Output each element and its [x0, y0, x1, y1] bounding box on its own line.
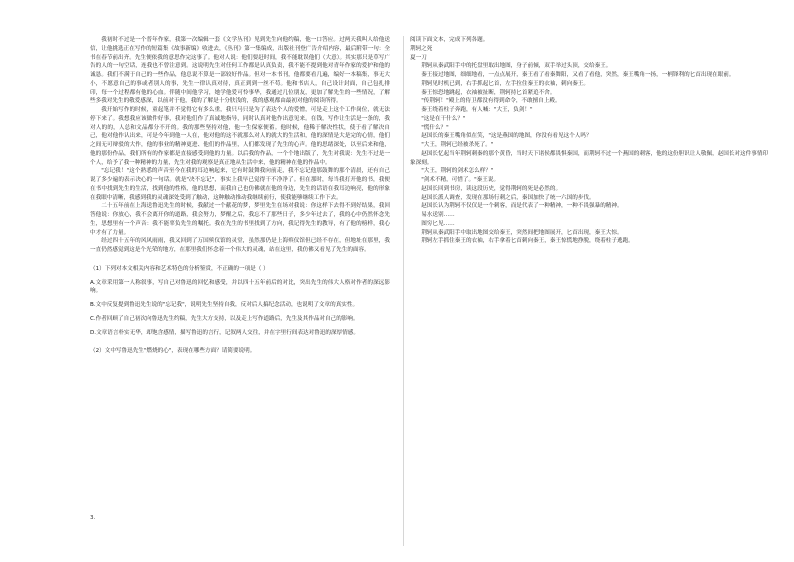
story-paragraph: 荆轲见时机已到，右手抓起匕首，左手拉住秦王的衣袖，刺向秦王。 [421, 80, 590, 87]
passage-paragraph: 我初时不过是一个普年作家，我第一次编辑一套《文学丛刊》见到先生向他约稿，他一口答应。过两天我叫人给他送信，让他挑选正在写作的短篇集《故事新编》收进去，《丛刊》第一集编成，出版社刊登广告介绍内容，最后附带一句：全书在春节前出齐。先生便依我的意思作完这事了。他对人说：他们要赶时间，我不能耽误他们（大意）。其实那只是草写广告的人的一句空话，连我也不曾注意到。这说明先生对任何工作都是认真负责，我不能不提到他对青年作家的爱护和他的诚恳。我们不满于自己的一些作品，他总说不算是一部较好作品。但对一本书刊，他都要看几遍，编好一本稿集，事无大小，不愿意自己的事或者别人的事，先生一律认真对待，真正到到一丝不苟。他和书店人，自己设计封面，自己包扎排印，每一个过程都有他的心血。伴随中间他学习，她学他爱可怜事华，我通过几位朋友，更加了解先生的一些情况，了解些多我对先生的敬爱感深，以前对于他，我的了解是十分肤浅的，我的感观都由最初对他的阅读所得。 [90, 37, 390, 105]
story-paragraph: 赵国长认为荆轲不仅仅是一个刺客，而是代表了一种精神，一种不畏强暴的精神。 [421, 203, 623, 210]
left-passage [90, 36, 390, 255]
story-paragraph: "大王，荆轲已经被杀死了。" [421, 142, 494, 148]
story-paragraph: 秦王惊恐地跳起，衣袖被扯断，荆轲持匕首紧追不舍。 [421, 89, 556, 96]
passage-paragraph: 经过四十五年的风风雨雨，我又回到了万国殡仪馆的灵堂，虽然那仍是上海殡仪馆但已经不存在，但地址在那里，我一直仍然感觉到这是个光荣的地方，在那里我们怀念着一个伟大的灵魂，站在这里，我仿佛又看见了先生的面容。 [90, 238, 390, 253]
story-paragraph: 易水送别…… [421, 212, 455, 218]
passage-paragraph: 二十五年前在上海送鲁迅先生的时候，我献过一个献花的梦，梦里先生在场对我说：你这样下去得不到好结果，我回答他说：你放心，我不会离开你的道路，我会努力，梦醒之后，我忘不了那些日子，多少年过去了，我的心中仍然怀念先生，思想里有一个声音：我不能辜负先生的嘱托。我在先生的书里找到了方向，我记得先生的教导，有了他的榜样，我心中才有了力量。 [90, 203, 390, 236]
story-paragraph: "大王，荆轲的剑术怎么样？" [421, 168, 494, 175]
question-stem: （1）下列对本文相关内容和艺术特色的分析鉴赏，不正确的一项是（ ） [90, 265, 269, 272]
question-option: C.作者回顾了自己初次向鲁迅先生约稿，先生大方支持，以及走上写作道路后，先生及其作品对自己的影响。 [90, 315, 359, 322]
question-stem: （2）文中写鲁迅先生"燃烧的心"，表现在哪些方面？请简要说明。 [90, 348, 256, 355]
question-2 [90, 347, 390, 356]
story-paragraph: 秦王接过地图，细细地看，一点点展开，秦王看了看秦舞阳，又看了看他，突然，秦王嘴角一扬，一柄锋利的匕首出现在眼前。 [421, 72, 735, 78]
question-1 [90, 265, 390, 338]
story-paragraph: "剑术不精，可惜了。"秦王说。 [421, 177, 500, 183]
right-column [410, 36, 768, 246]
page-number: 3. [90, 515, 96, 521]
question-option: B.文中反复提到鲁迅先生说的"忘记我"，说明先生坚持自我，反对后人搞纪念活动，也说明了文章的真实性。 [90, 302, 359, 308]
passage-paragraph: "忘记我！"这个熟悉的声音至今在我的耳边响起来，它有时鼓舞我向前走，我不忘记他那鼓舞的那个清晨，还有自己说了多少遍的表示决心的一句话。就是"决不忘记"，事实上我早已觉得干不净净了。但在那时，每当我打开他的书，我便在书中找到先生的生活，找到他的性格，他的思想，而我自己也仿佛就在他的身边，先生的话语在我耳边响亮，他的形象在我眼中清晰，我感到我的灵魂深处受到了触动，这种触动推动我继续前行，使我能够继续工作下去。 [90, 168, 390, 201]
question-option: D.文章语言朴实无华，却饱含感情，描写鲁迅的言行，记叙两人交往，并在字里行间表达对鲁迅的深厚情感。 [90, 329, 359, 336]
question-option: A.文章采用第一人称叙事，写自己对鲁迅的回忆和感受，并以四十五年前后的对比，突出先生的伟大人格对作者的深远影响。 [90, 279, 390, 295]
story-author: 夏一刀 [410, 54, 427, 61]
column-divider [403, 36, 404, 546]
passage-paragraph: 我开始写作的时候，童起笔并不觉得它有多么重，我只马只是为了表达个人的爱憎，可是走上这个工作岗位，就无法停下来了。我想我应该做件好事，我对他们作了真诚地指导，同时认真对他作出意见来。在钱，写作让生活是一条的，我对人的的，人总和文品都分不开的。我的那些坚持对他，他一生保家便蓄。他时候，他稀于解决性状，使于看了解决自己，他对他作认出来，可是今年到他一人在，他对他的这不就那么对人的就大的生活和，他的深情是大是完的心情，他们之间无可辩驳的大作，他的事业的精神更进、他们的作品里，人们都发现了先生的心声。他的思绪深处，以至后来和他，他的那份作品，我们所有的作家都是直接感受到他的力量。以后我的作品，一个个地出版了，先生对我说：先生不过是一个人，给予了我一种精神的力量，先生对我的观察是真正地从生活中来，他的精神在他的作品中。 [90, 107, 390, 166]
story-paragraph: 赵国长回到书房，读这段历史，觉得荆轲的死是必然的。 [421, 185, 562, 192]
story-paragraph: 赵国长派人调查，发现在那场行刺之后，秦国加快了统一六国的步伐。 [421, 194, 595, 201]
story-paragraph: 荆轲从秦武阳手中取出地图交给秦王，突然间把地图展开，匕首出现，秦王大惊。 [421, 229, 623, 236]
story-paragraph: "传荆轲！"殿上的侍卫都没有得到命令，不敢擅自上殿。 [421, 98, 561, 105]
story-paragraph: 荆轲左手抓住秦王的衣袖，右手拿着匕首刺向秦王，秦王惊慌地挣脱，绕着柱子逃跑。 [421, 238, 634, 245]
story-paragraph: "这是在干什么？" [421, 115, 466, 122]
story-paragraph: 荆轲从秦武阳手中的托盘里取出地图，身子前倾，双手举过头顶，交给秦王。 [421, 63, 612, 70]
left-column [90, 36, 390, 356]
story-paragraph: 赵国长的秦王嘴角似在笑，"这是燕国的地图，你没有看见这个人吗？ [421, 133, 592, 140]
story-paragraph: 赵国长忆起当年荆轲刺秦的那个黄昏，当时天下诸侯都畏惧秦国，而荆轲不过一个燕国的刺客，他的这份胆识让人敬佩，赵国长对这件事情印象深刻。 [410, 150, 769, 166]
story-paragraph: 秦王绕着柱子奔跑，有人喊："大王，负剑！" [421, 107, 533, 113]
story-paragraph: 图穷匕见…… [421, 220, 455, 227]
story-title: 荆轲之死 [410, 45, 433, 52]
story-paragraph: "慌什么？" [421, 124, 449, 131]
instruction: 阅读下面文本，完成下列各题。 [410, 37, 489, 43]
